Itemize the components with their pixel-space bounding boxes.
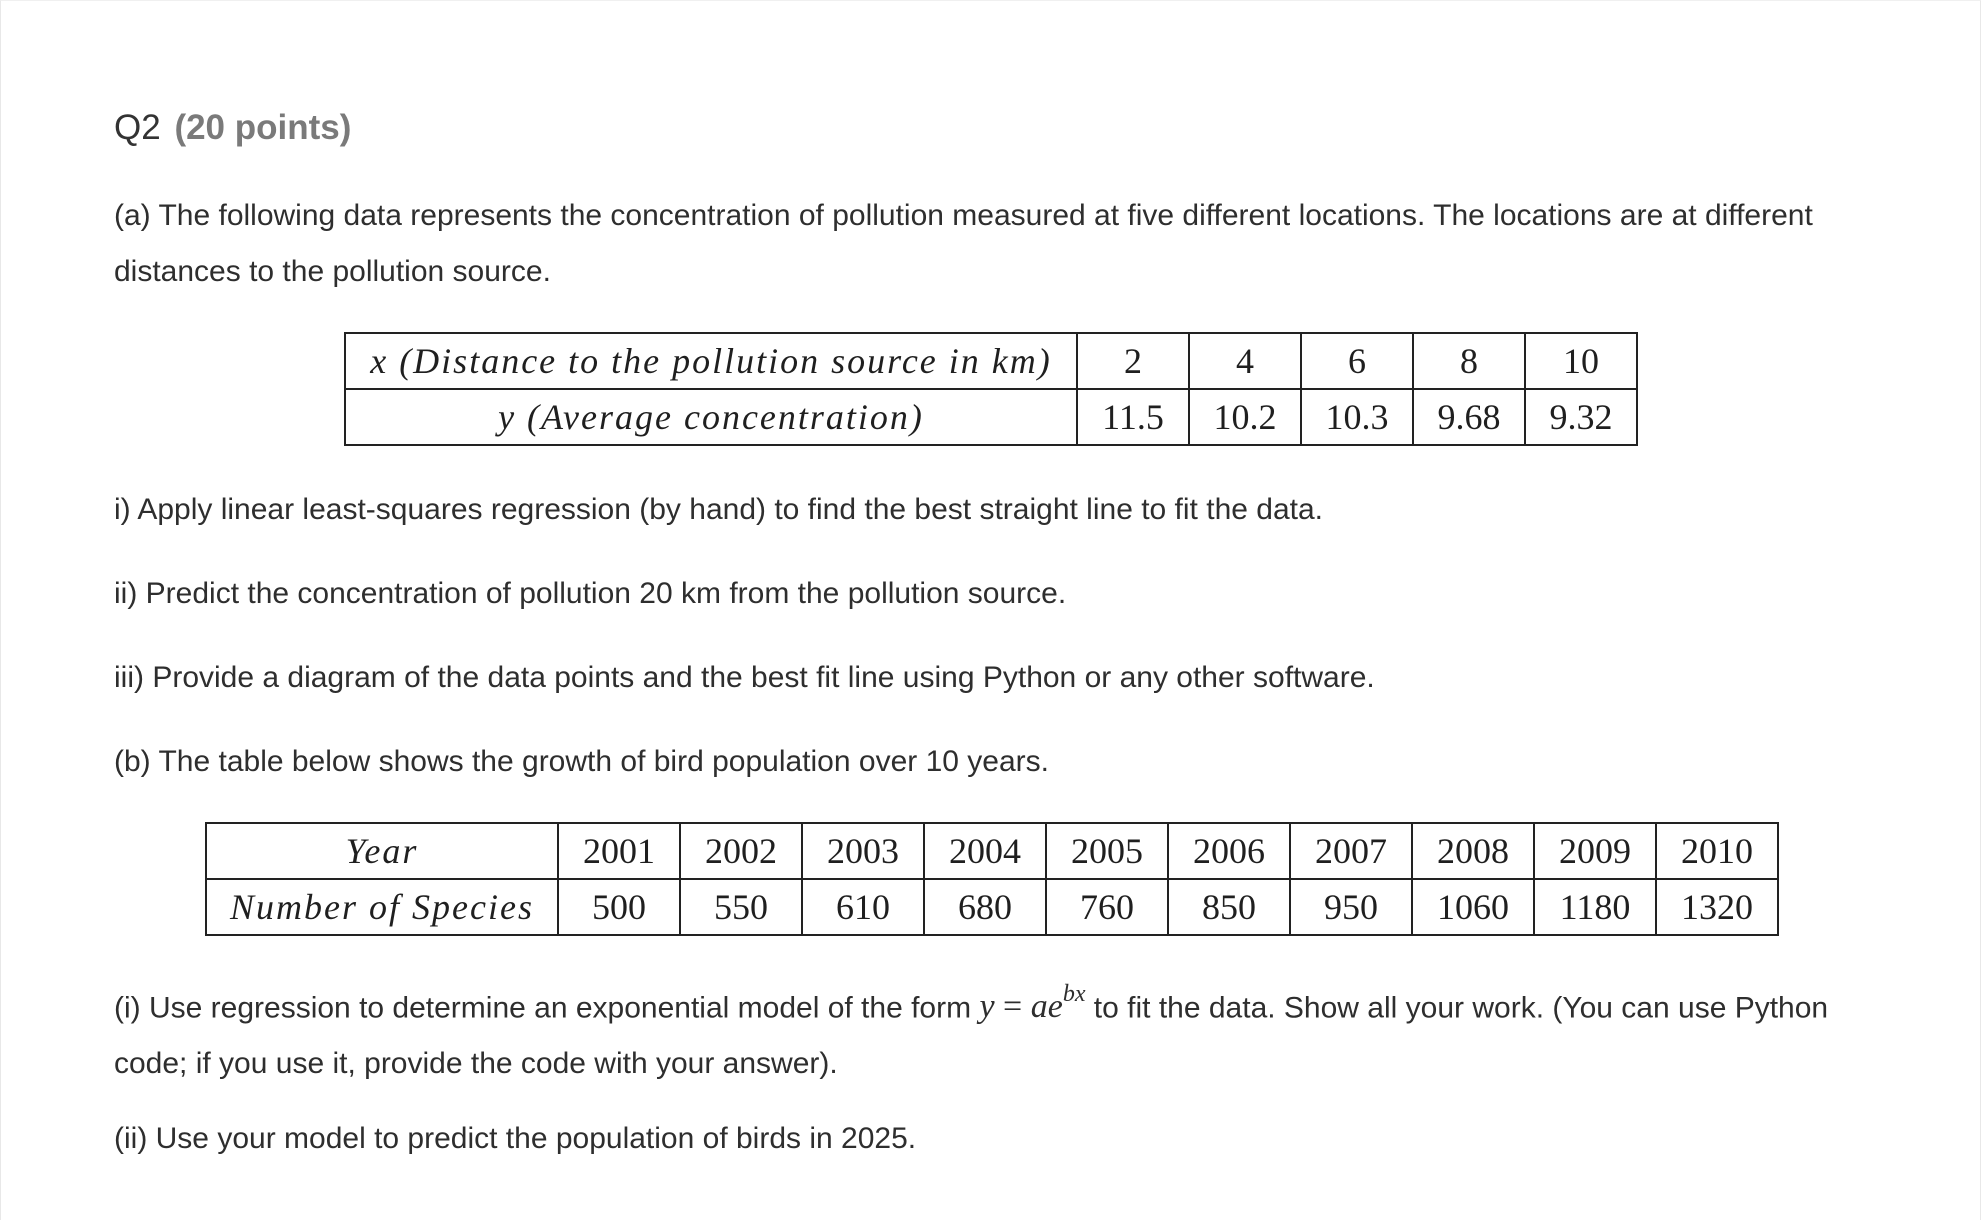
part-b-item-ii: (ii) Use your model to predict the population of birds in 2025. <box>114 1122 917 1155</box>
table-cell: 950 <box>1290 879 1412 935</box>
table-cell: 2 <box>1077 333 1189 389</box>
question-title <box>114 108 351 148</box>
question-points: (20 points) <box>174 108 352 147</box>
table-cell: 2009 <box>1534 823 1656 879</box>
year-header: Year <box>206 823 558 879</box>
table-cell: 10.2 <box>1189 389 1301 445</box>
table-row-concentration <box>345 389 1637 445</box>
table-cell: 1180 <box>1534 879 1656 935</box>
table-cell: 10.3 <box>1301 389 1413 445</box>
formula-base: ae <box>1030 988 1063 1026</box>
table-row-distance <box>345 333 1637 389</box>
species-header: Number of Species <box>206 879 558 935</box>
table-cell: 4 <box>1189 333 1301 389</box>
table-cell: 10 <box>1525 333 1637 389</box>
table-cell: 850 <box>1168 879 1290 935</box>
formula-lhs: y <box>979 988 995 1026</box>
part-a-item-iii: iii) Provide a diagram of the data points and the best fit line using Python or any other software. <box>114 661 1375 694</box>
table-cell: 500 <box>558 879 680 935</box>
question-number: Q2 <box>114 108 161 147</box>
table-cell: 550 <box>680 879 802 935</box>
part-b-text: (b) The table below shows the growth of bird population over 10 years. <box>114 745 1049 778</box>
table-cell: 2006 <box>1168 823 1290 879</box>
pollution-data-table <box>344 332 1638 446</box>
part-b-item-i-after: to fit the data. Show all your work. (You can use Python code; if you use it, provide the code with your answer). <box>114 991 1829 1081</box>
table-cell: 2005 <box>1046 823 1168 879</box>
part-a-item-i: i) Apply linear least-squares regression (by hand) to find the best straight line to fit the data. <box>114 493 1323 526</box>
table-cell: 680 <box>924 879 1046 935</box>
table-cell: 9.68 <box>1413 389 1525 445</box>
table-cell: 2001 <box>558 823 680 879</box>
table-cell: 2003 <box>802 823 924 879</box>
table-row-species <box>206 879 1778 935</box>
formula-exponent: bx <box>1062 981 1086 1007</box>
table-cell: 2002 <box>680 823 802 879</box>
concentration-header: y (Average concentration) <box>345 389 1077 445</box>
table-cell: 9.32 <box>1525 389 1637 445</box>
table-cell: 2010 <box>1656 823 1778 879</box>
table-cell: 2004 <box>924 823 1046 879</box>
table-cell: 760 <box>1046 879 1168 935</box>
part-b-item-i-before: (i) Use regression to determine an exponential model of the form <box>114 991 980 1025</box>
table-row-year <box>206 823 1778 879</box>
part-a-text: (a) The following data represents the concentration of pollution measured at five different locations. The locations are at different distances to the pollution source. <box>114 199 1813 288</box>
part-a-item-ii: ii) Predict the concentration of pollution 20 km from the pollution source. <box>114 577 1067 610</box>
table-cell: 610 <box>802 879 924 935</box>
bird-population-table <box>205 822 1779 936</box>
table-cell: 6 <box>1301 333 1413 389</box>
table-cell: 1320 <box>1656 879 1778 935</box>
part-b-item-i <box>114 970 1874 1092</box>
table-cell: 2007 <box>1290 823 1412 879</box>
table-cell: 8 <box>1413 333 1525 389</box>
table-cell: 1060 <box>1412 879 1534 935</box>
distance-header: x (Distance to the pollution source in km) <box>345 333 1077 389</box>
exponential-formula <box>979 981 1086 1026</box>
table-cell: 11.5 <box>1077 389 1189 445</box>
formula-equals: = <box>994 988 1031 1026</box>
table-cell: 2008 <box>1412 823 1534 879</box>
